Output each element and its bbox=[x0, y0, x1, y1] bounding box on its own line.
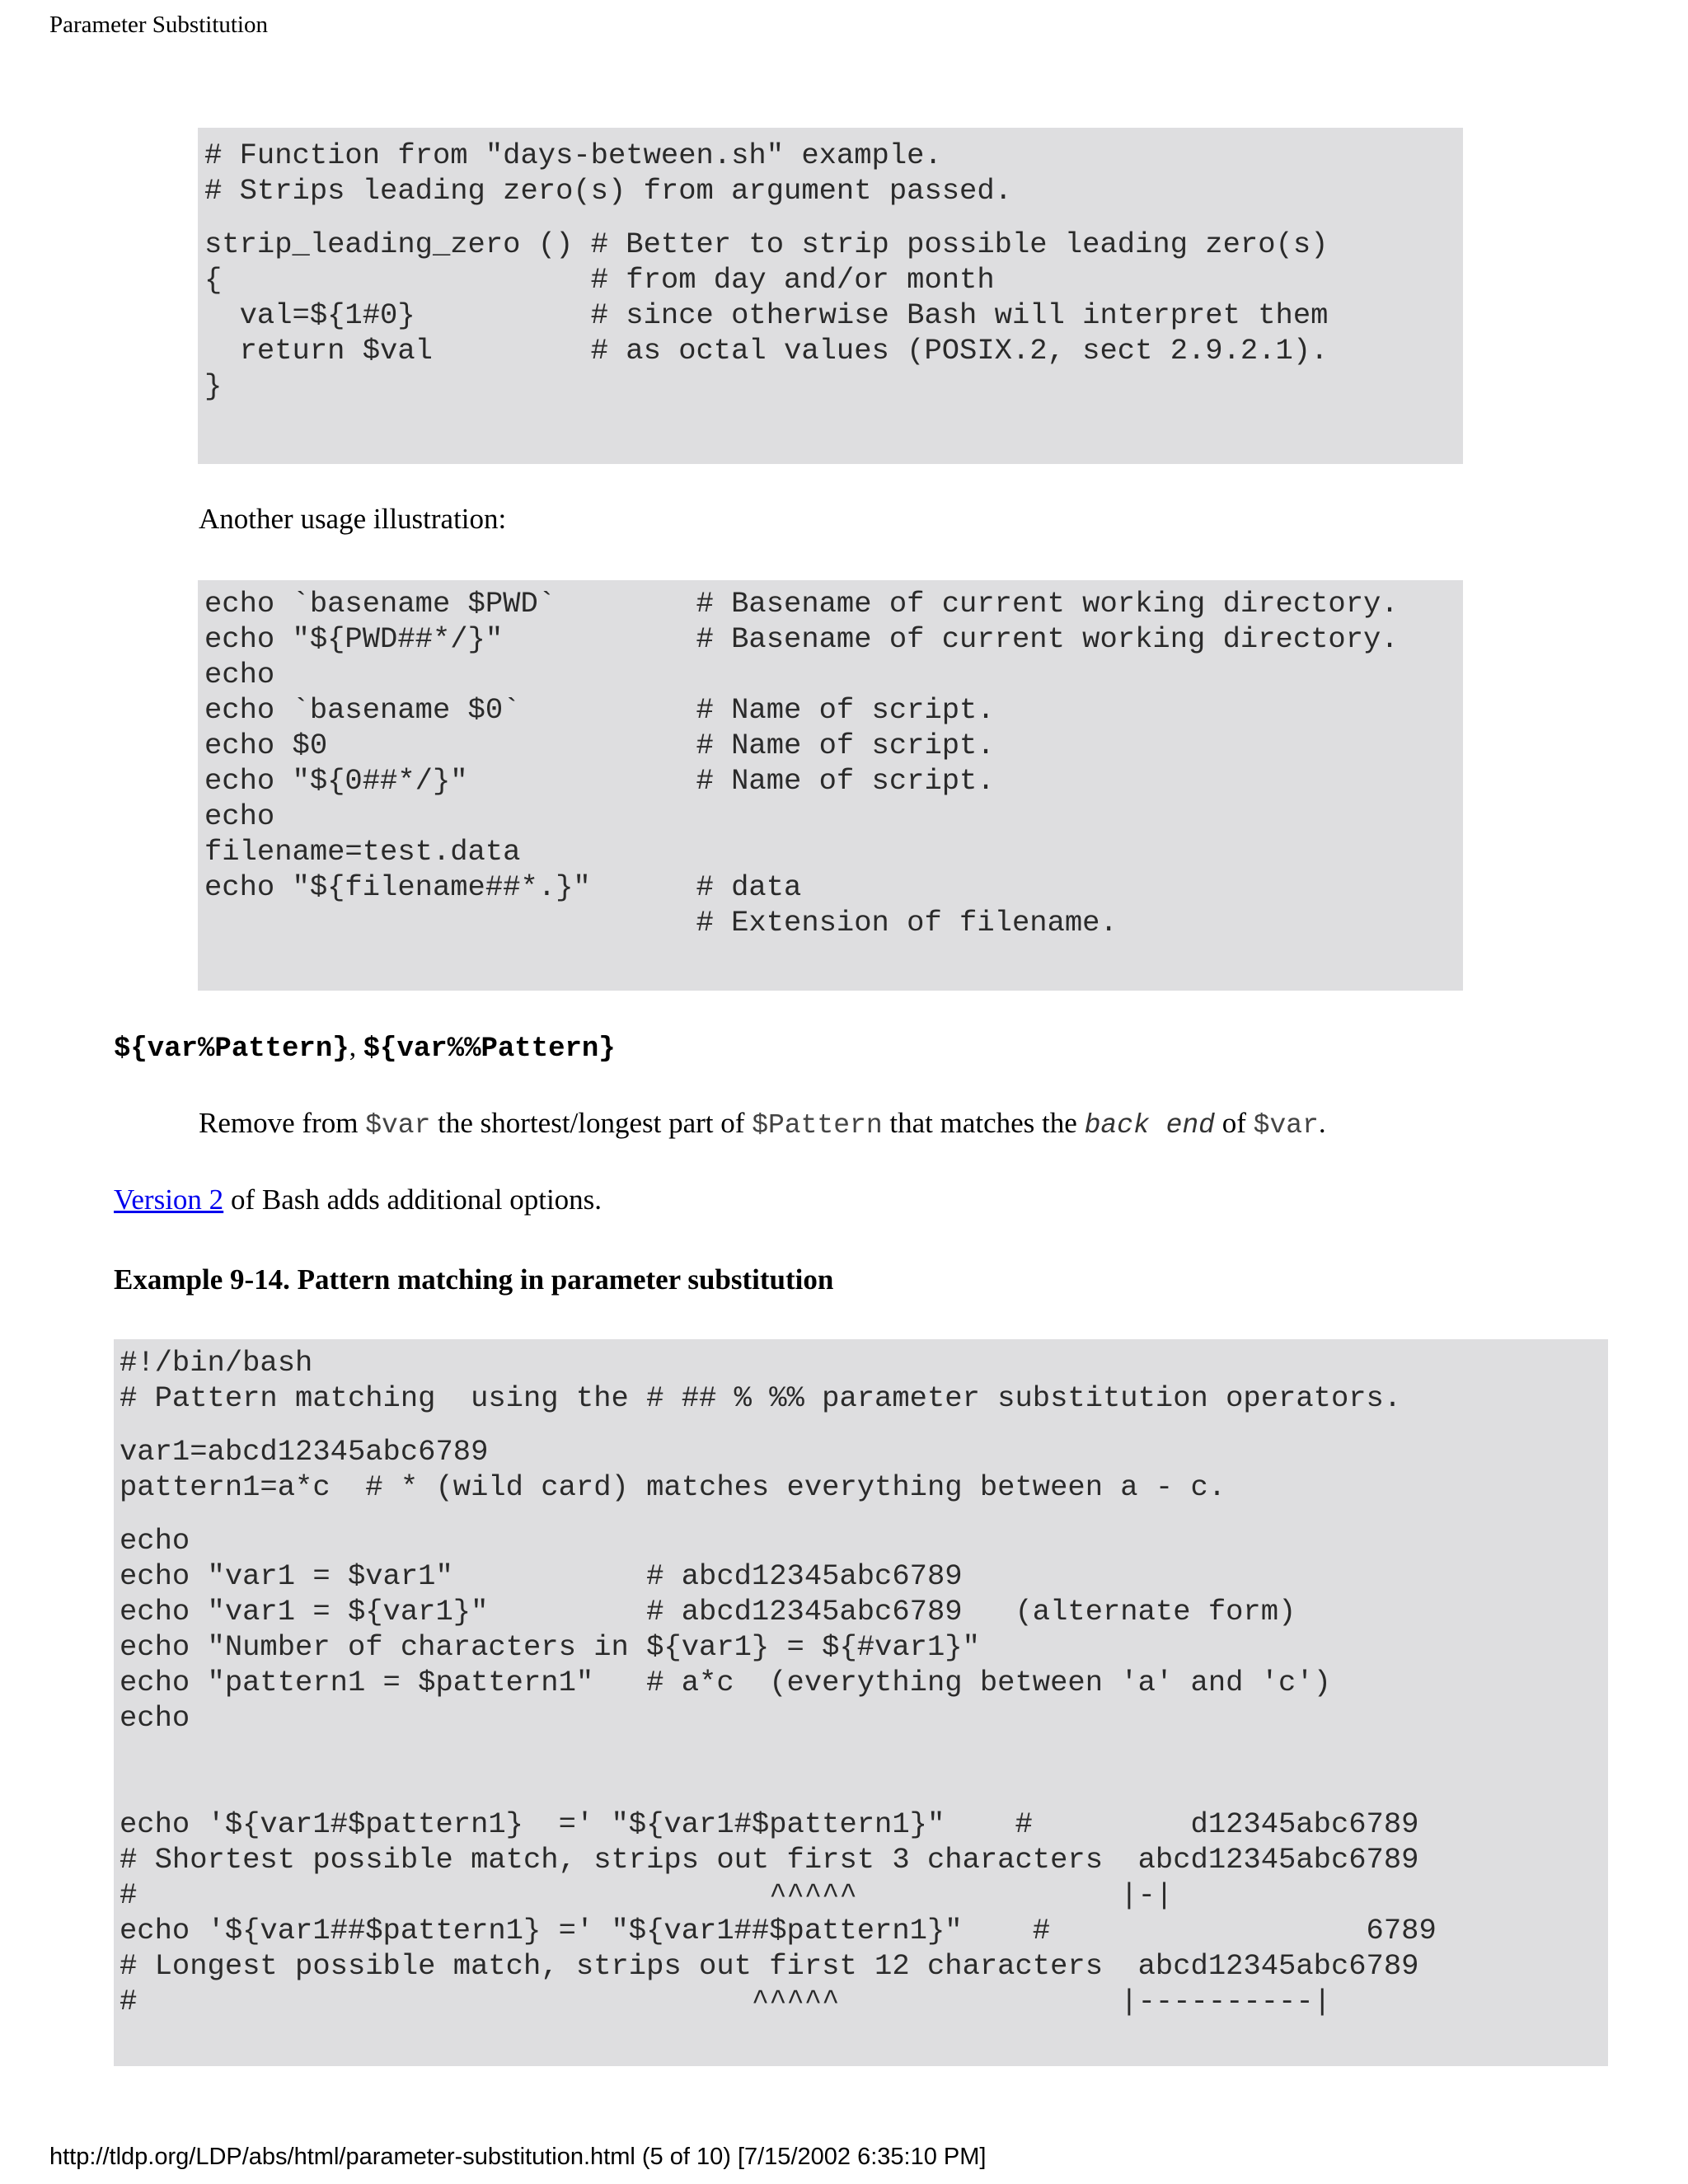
code-line: echo bbox=[120, 1524, 190, 1558]
version-2-link[interactable]: Version 2 bbox=[114, 1183, 224, 1216]
code-line: echo "Number of characters in ${var1} = ${#var1}" bbox=[120, 1630, 980, 1664]
code-line: return $val # as octal values (POSIX.2, sect 2.9.2.1). bbox=[204, 334, 1329, 368]
desc-text: Remove from bbox=[199, 1107, 366, 1139]
code-line: # Extension of filename. bbox=[204, 906, 1118, 940]
code-line: echo bbox=[204, 658, 275, 691]
desc-code-var: $var bbox=[1253, 1110, 1319, 1141]
usage-illustration-text: Another usage illustration: bbox=[199, 503, 507, 535]
code-block-strip-leading-zero bbox=[198, 128, 1463, 464]
code-line: echo "var1 = $var1" # abcd12345abc6789 bbox=[120, 1559, 963, 1593]
code-line: echo '${var1#$pattern1} =' "${var1#$pattern1}" # d12345abc6789 bbox=[120, 1807, 1419, 1841]
code-line: echo `basename $0` # Name of script. bbox=[204, 693, 995, 727]
code-line: val=${1#0} # since otherwise Bash will interpret them bbox=[204, 298, 1329, 332]
code-line: echo "var1 = ${var1}" # abcd12345abc6789 (alternate form) bbox=[120, 1595, 1296, 1629]
desc-code-var: $var bbox=[365, 1110, 431, 1141]
term-heading bbox=[114, 1029, 616, 1068]
desc-text: of bbox=[1215, 1107, 1254, 1139]
term-description bbox=[199, 1104, 1326, 1145]
code-line: strip_leading_zero () # Better to strip possible leading zero(s) bbox=[204, 227, 1329, 261]
code-line: var1=abcd12345abc6789 bbox=[120, 1435, 489, 1469]
version-note bbox=[114, 1181, 602, 1219]
desc-code-pattern: $Pattern bbox=[752, 1110, 883, 1141]
code-block-basename-usage bbox=[198, 580, 1463, 991]
code-line: echo '${var1##$pattern1} =' "${var1##$pattern1}" # 6789 bbox=[120, 1914, 1437, 1947]
code-line: # Shortest possible match, strips out first 3 characters abcd12345abc6789 bbox=[120, 1843, 1419, 1877]
code-line: echo "${filename##*.}" # data bbox=[204, 870, 802, 904]
code-line: echo bbox=[204, 799, 275, 833]
version-note-text: of Bash adds additional options. bbox=[223, 1183, 603, 1216]
desc-emphasis-back-end: back end bbox=[1084, 1110, 1215, 1141]
code-line: echo bbox=[120, 1701, 190, 1735]
desc-text: the shortest/longest part of bbox=[430, 1107, 753, 1139]
code-line: # Pattern matching using the # ## % %% parameter substitution operators. bbox=[120, 1381, 1402, 1415]
code-line: # ^^^^^ |----------| bbox=[120, 1985, 1331, 2018]
page-header-title: Parameter Substitution bbox=[49, 12, 268, 38]
code-line: pattern1=a*c # * (wild card) matches everything between a - c. bbox=[120, 1470, 1226, 1504]
desc-text: that matches the bbox=[882, 1107, 1085, 1139]
code-line: # Strips leading zero(s) from argument passed. bbox=[204, 174, 1012, 208]
code-line: # Longest possible match, strips out first 12 characters abcd12345abc6789 bbox=[120, 1949, 1419, 1983]
code-line: echo "${0##*/}" # Name of script. bbox=[204, 764, 995, 798]
code-line: echo "pattern1 = $pattern1" # a*c (everything between 'a' and 'c') bbox=[120, 1666, 1331, 1699]
code-line: #!/bin/bash bbox=[120, 1346, 313, 1380]
code-line: } bbox=[204, 369, 223, 403]
code-line: { # from day and/or month bbox=[204, 263, 995, 297]
code-block-pattern-matching bbox=[114, 1339, 1608, 2066]
term-var-double-percent-pattern: ${var%%Pattern} bbox=[363, 1033, 616, 1065]
code-line: # ^^^^^ |-| bbox=[120, 1878, 1174, 1912]
term-separator: , bbox=[349, 1032, 363, 1062]
code-line: echo `basename $PWD` # Basename of current working directory. bbox=[204, 587, 1399, 621]
code-line: echo "${PWD##*/}" # Basename of current working directory. bbox=[204, 622, 1399, 656]
term-var-percent-pattern: ${var%Pattern} bbox=[114, 1033, 349, 1065]
code-line: # Function from "days-between.sh" example. bbox=[204, 138, 942, 172]
code-line: echo $0 # Name of script. bbox=[204, 729, 995, 762]
page-footer-url: http://tldp.org/LDP/abs/html/parameter-substitution.html (5 of 10) [7/15/2002 6:35:10 PM] bbox=[49, 2144, 987, 2170]
desc-text: . bbox=[1318, 1107, 1326, 1139]
example-title: Example 9-14. Pattern matching in parameter substitution bbox=[114, 1263, 834, 1296]
code-line: filename=test.data bbox=[204, 835, 521, 869]
